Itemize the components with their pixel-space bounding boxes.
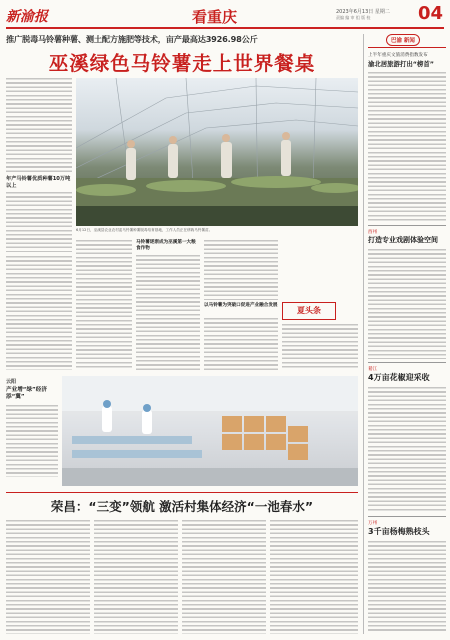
bottom-col1 xyxy=(6,520,90,634)
right-item-1-subtitle: 渝北居旅游打出“榜首” xyxy=(368,60,434,68)
paper-logo: 新渝报 xyxy=(6,9,48,25)
factory-photo xyxy=(62,376,358,486)
lead-photo-caption: 6月12日，巫溪县农业农村委马铃薯种薯脱毒培育基地，工作人员正在移栽马铃薯苗。 xyxy=(76,228,213,232)
right-item-3-title: 4万亩花椒迎采收 xyxy=(368,373,430,382)
right-item-4-tag: 万州 xyxy=(368,521,378,526)
side-caption-subtitle: 产业增“绿”经济添“翼” xyxy=(6,387,47,400)
lead-story xyxy=(6,34,358,76)
section-title: 看重庆 xyxy=(192,8,238,26)
lead-kicker: 推广脱毒马铃薯种薯、测土配方施肥等技术，亩产最高达3926.98公斤 xyxy=(6,34,258,44)
lead-body-col3 xyxy=(136,255,200,370)
bottom-col4 xyxy=(270,520,358,634)
page-number: 04 xyxy=(418,3,444,24)
lead-body-col1 xyxy=(6,78,72,173)
lead-body-col1b xyxy=(6,192,72,252)
lead-body-col4 xyxy=(204,240,278,300)
lead-photo xyxy=(76,78,358,226)
right-item-4-title: 3千亩杨梅熟枝头 xyxy=(368,527,430,536)
lead-headline: 巫溪绿色马铃薯走上世界餐桌 xyxy=(48,52,316,75)
subhead-1: 年产马铃薯优质种薯10万吨以上 xyxy=(6,176,71,189)
lead-body-col5 xyxy=(282,324,358,370)
headline-stamp: 夏头条 xyxy=(282,302,336,320)
subhead-2: 马铃薯逐渐成为巫溪第一大粮食作物 xyxy=(136,240,196,251)
right-item-1-title: 上半年重庆文旅消费指数发布 xyxy=(368,53,428,58)
bottom-col3 xyxy=(182,520,266,634)
factory-scene xyxy=(62,376,358,486)
side-caption-title: 云阳 xyxy=(6,379,17,385)
masthead xyxy=(6,4,444,30)
right-column xyxy=(368,34,446,634)
bottom-headline: 荣昌：“三变”领航 激活村集体经济“一池春水” xyxy=(50,499,314,514)
right-item-3-tag: 綦江 xyxy=(368,367,378,372)
editor-line: 责编 编 审 组 版 校 xyxy=(336,15,371,20)
right-item-2-tag: 酉州 xyxy=(368,230,378,235)
news-badge xyxy=(368,34,446,48)
side-caption xyxy=(6,378,58,480)
column-divider xyxy=(363,34,364,634)
date-line: 2023年6月13日 星期二 xyxy=(336,9,390,15)
left-col-body xyxy=(6,256,72,370)
right-item-2-title: 打造专业戏剧体验空间 xyxy=(368,236,438,244)
bottom-story-kicker-line xyxy=(6,492,358,493)
bottom-col2 xyxy=(94,520,178,634)
greenhouse-scene xyxy=(76,78,358,226)
subhead-3: 以马铃薯为突破口促进产业融合发展 xyxy=(204,303,278,308)
lead-body-col2 xyxy=(76,240,132,370)
news-badge-label: 巴渝 新闻 xyxy=(386,34,420,46)
lead-body-col4b xyxy=(204,318,278,370)
